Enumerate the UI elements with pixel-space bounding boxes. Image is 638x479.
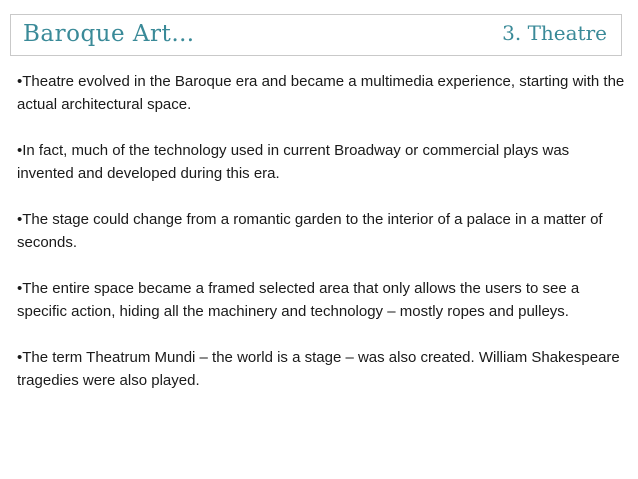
bullet-item: •Theatre evolved in the Baroque era and became a multimedia experience, starting with the actual architectural space.: [17, 73, 625, 113]
title-bar: [10, 14, 622, 56]
bullet-item: •The entire space became a framed selected area that only allows the users to see a specific action, hiding all the machinery and technology – mostly ropes and pulleys.: [17, 280, 580, 320]
bullet-item: •The term Theatrum Mundi – the world is a stage – was also created. William Shakespeare tragedies were also played.: [17, 349, 620, 389]
bullet-item: •In fact, much of the technology used in current Broadway or commercial plays was invented and developed during this era.: [17, 142, 570, 182]
bullet-list: [17, 70, 627, 415]
section-label: 3. Theatre: [502, 21, 607, 45]
bullet-item: •The stage could change from a romantic garden to the interior of a palace in a matter of seconds.: [17, 211, 603, 251]
slide-title: Baroque Art…: [23, 21, 195, 47]
